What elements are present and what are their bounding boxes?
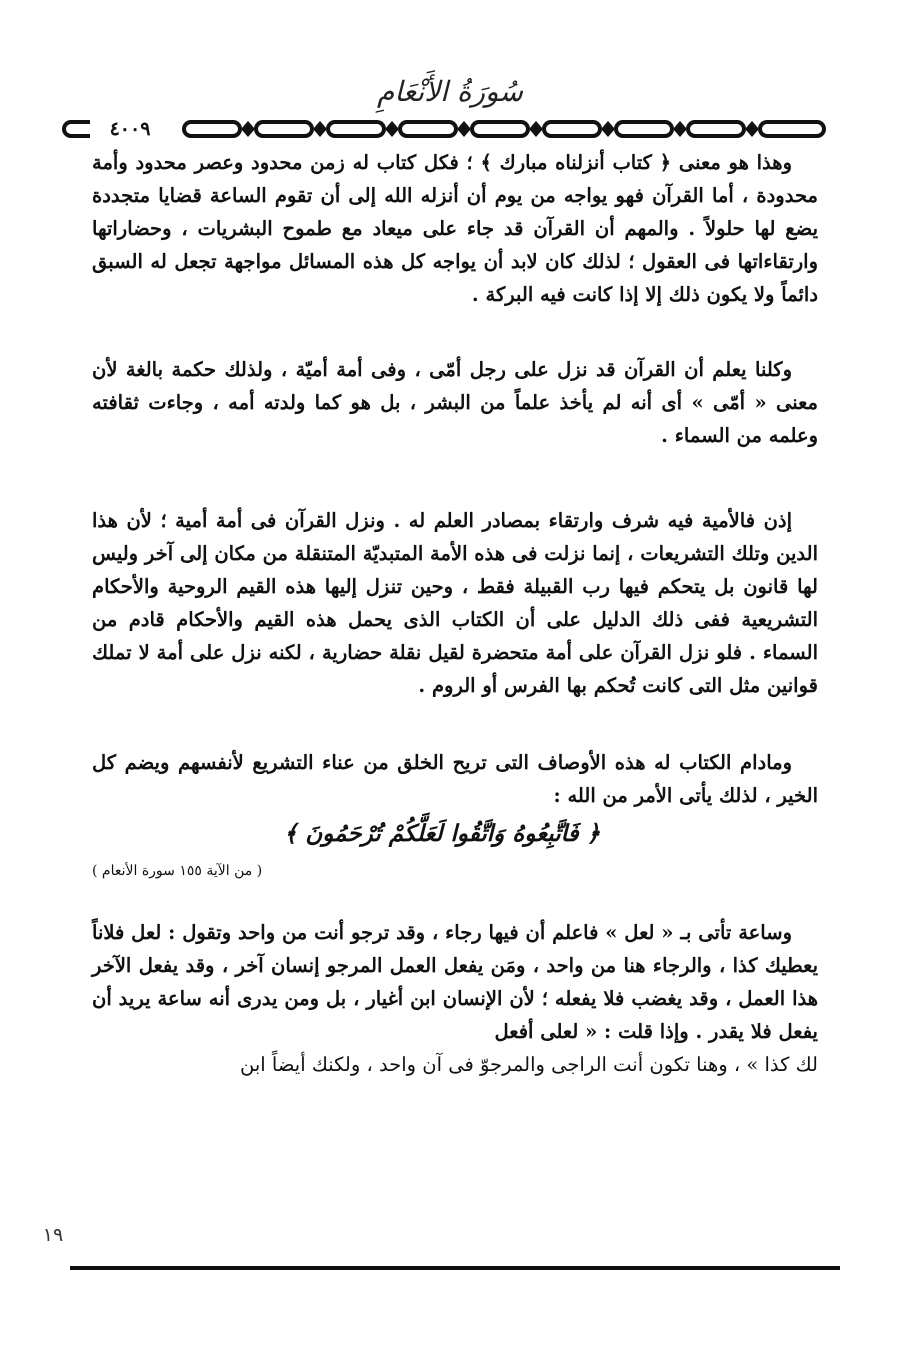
bottom-rule	[70, 1266, 840, 1270]
surah-title: سُورَةُ الأَنْعَامِ	[377, 75, 523, 108]
page-body	[92, 146, 818, 1081]
page-number-bottom: ١٩	[42, 1224, 64, 1246]
quran-verse: ﴿ فَاتَّبِعُوهُ وَاتَّقُوا لَعَلَّكُمْ تُرْحَمُونَ ﴾	[283, 820, 601, 847]
paragraph-2: وكلنا يعلم أن القرآن قد نزل على رجل أمّى ، وفى أمة أميّة ، ولذلك حكمة بالغة لأن معنى « أمّى » أى أنه لم يأخذ علماً من البشر ، بل هو كما ولدته أمه ، وجاءت ثقافته وعلمه من السماء .	[92, 358, 818, 447]
paragraph-1: وهذا هو معنى ﴿ كتاب أنزلناه مبارك ﴾ ؛ فكل كتاب له زمن محدود وعصر محدود وأمة محدودة ، أما القرآن فهو يواجه من يوم أن أنزله الله إلى أن تقوم الساعة قضايا متجددة يضع لها حلولاً . والمهم أن القرآن قد جاء على ميعاد مع طموح البشريات ، وحضاراتها وارتقاءاتها فى العقول ؛ لذلك كان لابد أن يواجه كل هذه المسائل مواجهة تجعل له السبق دائماً ولا يكون ذلك إلا إذا كانت فيه البركة .	[92, 151, 818, 306]
paragraph-5: وساعة تأتى بـ « لعل » فاعلم أن فيها رجاء ، وقد ترجو أنت من واحد وتقول : لعل فلاناً يعطيك كذا ، والرجاء هنا من واحد ، ومَن يفعل العمل المرجو إنسان آخر ، وقد يفعل الآخر هذا العمل ، وقد يغضب فلا يفعله ؛ لأن الإنسان ابن أغيار ، بل ومن يدرى أنه ساعة يريد أن يفعل فلا يقدر . وإذا قلت : « لعلى أفعل	[92, 921, 818, 1043]
ornamental-chain-border	[60, 118, 834, 140]
paragraph-5-tail: لك كذا » ، وهنا تكون أنت الراجى والمرجوّ فى آن واحد ، ولكنك أيضاً ابن	[240, 1053, 818, 1076]
verse-reference: ( من الآية ١٥٥ سورة الأنعام )	[92, 863, 263, 879]
paragraph-3: إذن فالأمية فيه شرف وارتقاء بمصادر العلم له . ونزل القرآن فى أمة أمية ؛ لأن هذا الدين وتلك التشريعات ، إنما نزلت فى هذه الأمة المتبديّة المتنقلة من مكان إلى آخر وليس لها قانون بل يتحكم فيها رب القبيلة فقط ، وحين تنزل إليها هذه القيم الروحية والأحكام التشريعية ففى ذلك الدليل على أن الكتاب الذى يحمل هذه القيم والأحكام قادم من السماء . فلو نزل القرآن على أمة متحضرة لقيل نقلة حضارية ، لكنه نزل على أمة لا تملك قوانين مثل التى كانت تُحكم بها الفرس أو الروم .	[92, 509, 818, 697]
page-number-top: ٤٠٠٩	[90, 118, 170, 140]
paragraph-4: ومادام الكتاب له هذه الأوصاف التى تريح الخلق من عناء التشريع لأنفسهم ويضم كل الخير ، لذلك يأتى الأمر من الله :	[92, 751, 818, 807]
